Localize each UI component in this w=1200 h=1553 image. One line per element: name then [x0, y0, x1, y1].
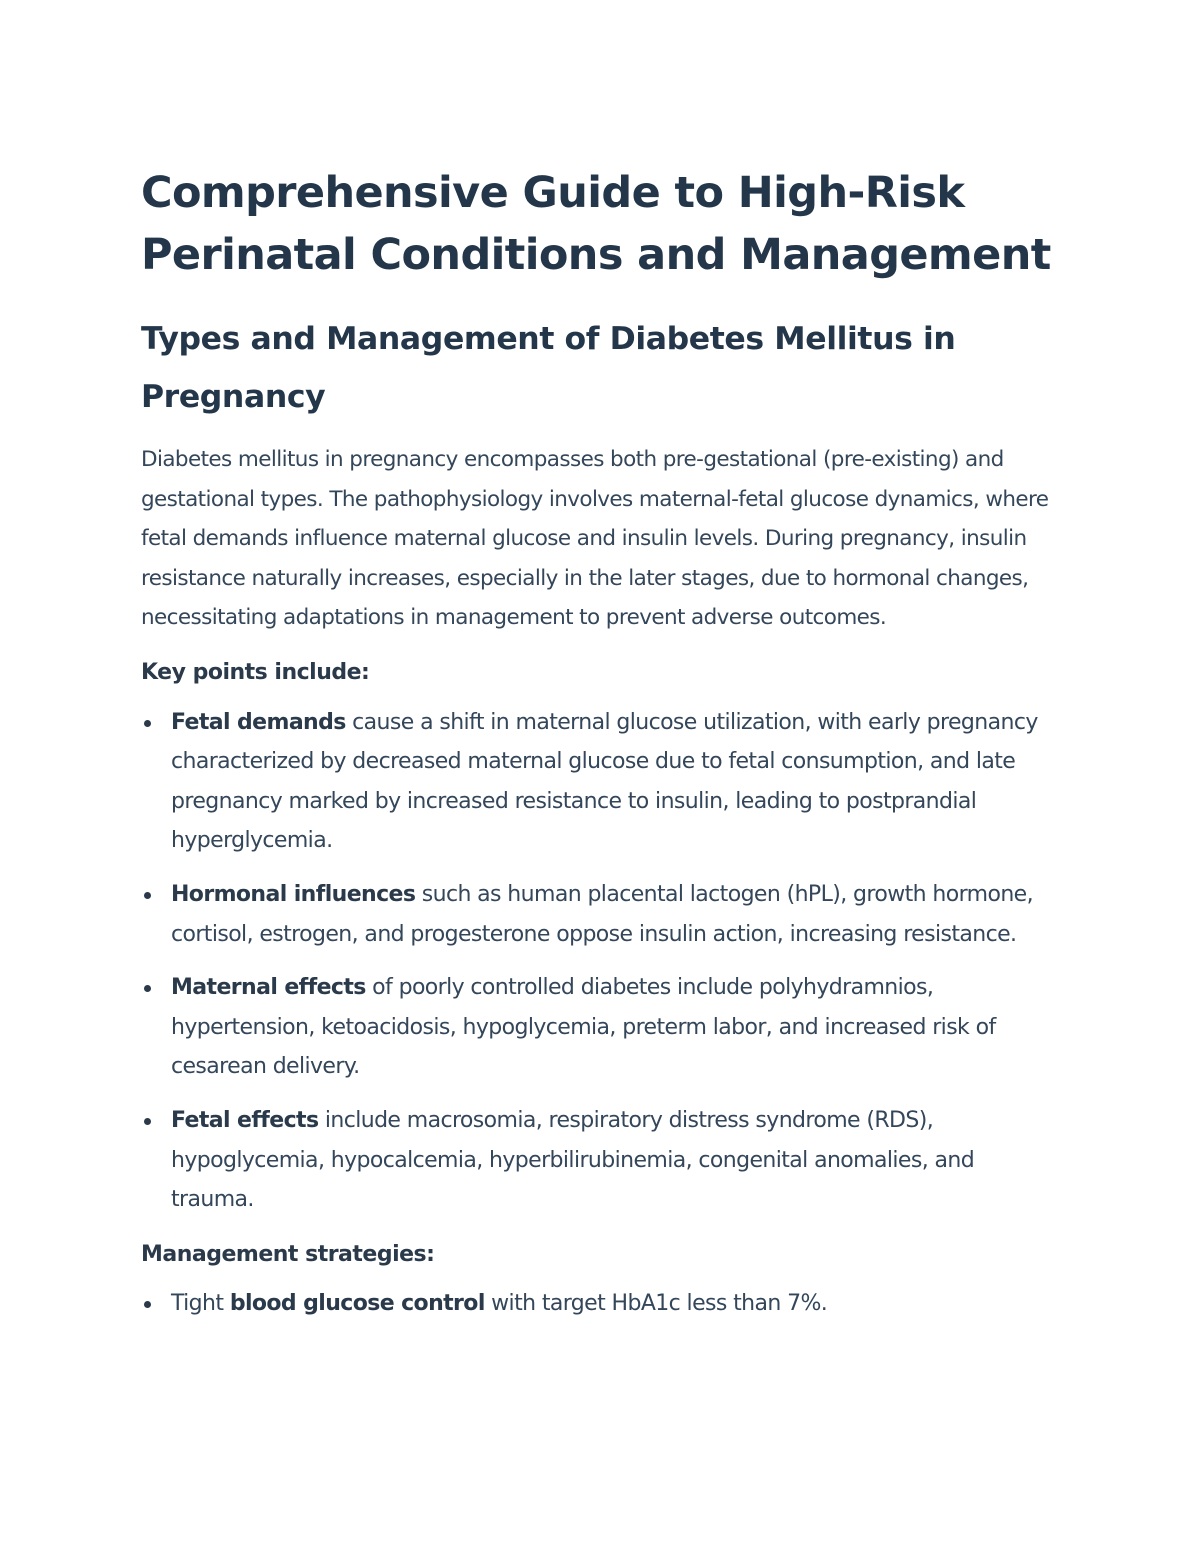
section-heading: Types and Management of Diabetes Mellitus in Pregnancy: [141, 321, 956, 415]
list-item-bold: blood glucose control: [229, 1291, 485, 1317]
bullet-icon: [144, 892, 151, 899]
intro-paragraph: Diabetes mellitus in pregnancy encompasses both pre-gestational (pre-existing) and gestational types. The pathophysiology involves maternal-fetal glucose dynamics, where fetal demands influence maternal glucose and insulin levels. During pregnancy, insulin resistance naturally increases, especially in the later stages, due to hormonal changes, necessitating adaptations in management to prevent adverse outcomes.: [141, 447, 1049, 631]
list-item: [141, 875, 1061, 954]
list-item-text: such as human placental lactogen (hPL), growth hormone, cortisol, estrogen, and progesterone oppose insulin action, increasing resistance.: [171, 881, 1033, 947]
management-list: [141, 1284, 1061, 1324]
document-title: Comprehensive Guide to High-Risk Perinatal Conditions and Management: [141, 168, 1051, 280]
management-label: Management strategies:: [141, 1241, 435, 1267]
list-item-text: cause a shift in maternal glucose utilization, with early pregnancy characterized by decreased maternal glucose due to fetal consumption, and late pregnancy marked by increased resistance to insulin, leading to postprandial hyperglycemia.: [171, 709, 1038, 854]
list-item-bold: Maternal effects: [171, 975, 366, 1001]
bullet-icon: [144, 1118, 151, 1125]
list-item-bold: Fetal demands: [171, 709, 346, 735]
list-item-text: with target HbA1c less than 7%.: [484, 1291, 828, 1317]
list-item: [141, 968, 1061, 1087]
list-item: [141, 703, 1061, 861]
bullet-icon: [144, 1301, 151, 1308]
list-item: [141, 1284, 1061, 1324]
list-item-text: of poorly controlled diabetes include polyhydramnios, hypertension, ketoacidosis, hypoglycemia, preterm labor, and increased risk of cesarean delivery.: [171, 975, 996, 1080]
list-item-bold: Hormonal influences: [171, 881, 416, 907]
list-item: [141, 1101, 1061, 1220]
key-points-label: Key points include:: [141, 659, 370, 685]
key-points-list: [141, 703, 1061, 1220]
bullet-icon: [144, 720, 151, 727]
list-item-text: include macrosomia, respiratory distress syndrome (RDS), hypoglycemia, hypocalcemia, hyperbilirubinemia, congenital anomalies, and trauma.: [171, 1107, 975, 1213]
document-page: [141, 162, 1061, 1338]
list-item-prefix: Tight: [171, 1291, 230, 1317]
list-item-bold: Fetal effects: [171, 1107, 319, 1133]
bullet-icon: [144, 985, 151, 992]
